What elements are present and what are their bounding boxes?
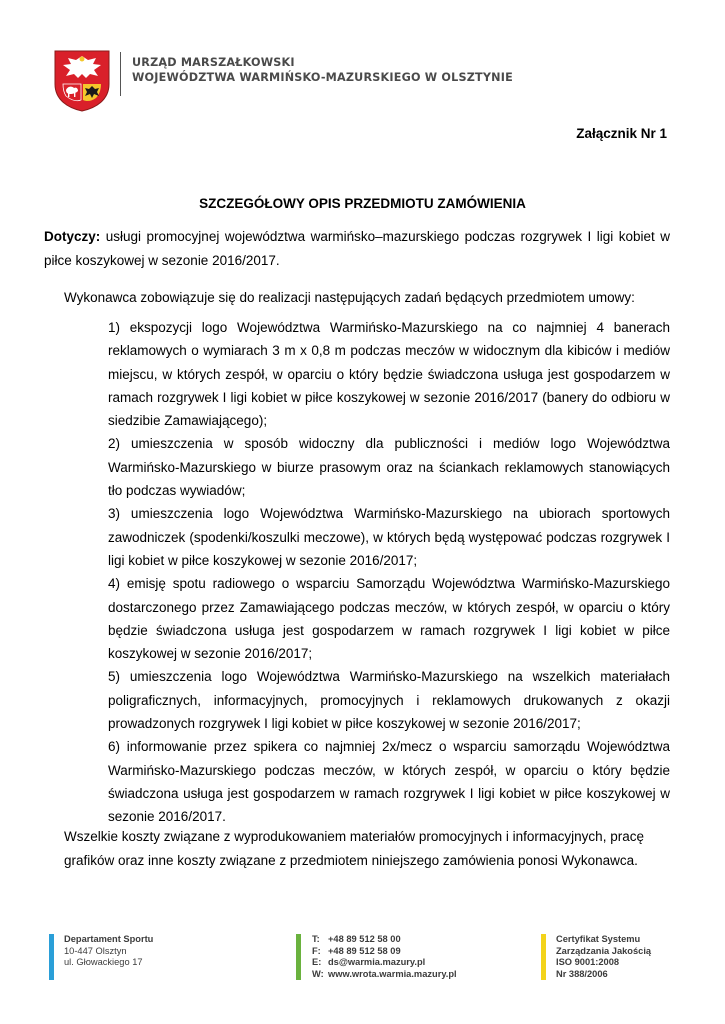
contact-website	[312, 969, 457, 981]
concerns-label: Dotyczy:	[44, 229, 101, 244]
letterhead	[54, 50, 654, 112]
certificate-line: Zarządzania Jakością	[556, 945, 652, 956]
footer-certificate	[556, 934, 651, 980]
contact-label: T:	[312, 934, 320, 944]
contact-website-link[interactable]: www.wrota.warmia.mazury.pl	[328, 968, 457, 979]
task-item: 6) informowanie przez spikera co najmniej 2x/mecz o wsparciu samorządu Województwa Warmińsko-Mazurskiego podczas meczów, w których zespół, w oparciu o który będzie świadczona usługa jest gospodarzem w ramach rozgrywek I ligi kobiet w piłce koszykowej w sezonie 2016/2017.	[108, 739, 670, 825]
task-item: 3) umieszczenia logo Województwa Warmińsko-Mazurskiego na ubiorach sportowych zawodniczek (spodenki/koszulki meczowe), w których będą występować podczas rozgrywek I ligi kobiet w piłce koszykowej w sezonie 2016/2017;	[108, 506, 670, 568]
closing-line: grafików oraz inne koszty związane z przedmiotem niniejszego zamówienia ponosi Wykonawca.	[64, 852, 638, 868]
task-item: 4) emisję spotu radiowego o wsparciu Samorządu Województwa Warmińsko-Mazurskiego dostarczonego przez Zamawiającego podczas meczów, w których zespół, w oparciu o który będzie świadczona usługa jest gospodarzem w ramach rozgrywek I ligi kobiet w piłce koszykowej w sezonie 2016/2017;	[108, 576, 670, 662]
task-item: 2) umieszczenia w sposób widoczny dla publiczności i mediów logo Województwa Warmińsko-Mazurskiego w biurze prasowym oraz na ściankach reklamowych stanowiących tło podczas wywiadów;	[108, 436, 670, 499]
document-title: SZCZEGÓŁOWY OPIS PRZEDMIOTU ZAMÓWIENIA	[199, 196, 526, 211]
certificate-line: ISO 9001:2008	[556, 957, 620, 968]
closing-line: Wszelkie koszty związane z wyprodukowaniem materiałów promocyjnych i informacyjnych, pracę	[64, 829, 644, 844]
footer-accent-bar-yellow	[541, 934, 546, 980]
footer-contact	[312, 934, 457, 980]
office-name-line2: WOJEWÓDZTWA WARMIŃSKO-MAZURSKIEGO W OLSZTYNIE	[132, 71, 513, 84]
contact-label: W:	[312, 968, 324, 979]
task-list	[108, 316, 670, 829]
certificate-line: Nr 388/2006	[556, 968, 608, 979]
task-item: 1) ekspozycji logo Województwa Warmińsko-Mazurskiego na co najmniej 4 banerach reklamowych o wymiarach 3 m x 0,8 m podczas meczów w widocznym dla kibiców i mediów miejscu, w których zespół, w oparciu o który będzie świadczona usługa jest gospodarzem w ramach rozgrywek I ligi kobiet w piłce koszykowej w sezonie 2016/2017 (banery do odbioru w siedzibie Zamawiającego);	[108, 320, 670, 429]
contact-email-link[interactable]: ds@warmia.mazury.pl	[328, 957, 426, 968]
coat-of-arms-icon	[54, 50, 110, 112]
office-name-line1: URZĄD MARSZAŁKOWSKI	[132, 56, 295, 69]
concerns-paragraph	[44, 225, 670, 272]
contact-phone	[312, 934, 457, 946]
footer-accent-bar-green	[296, 934, 301, 980]
footer-department	[64, 934, 153, 969]
department-street: ul. Głowackiego 17	[64, 957, 143, 968]
header-divider	[120, 52, 121, 96]
contact-label: F:	[312, 945, 321, 956]
footer-accent-bar-blue	[49, 934, 54, 980]
task-item: 5) umieszczenia logo Województwa Warmińsko-Mazurskiego na wszelkich materiałach poligraficznych, informacyjnych, promocyjnych i reklamowych drukowanych z okazji prowadzonych rozgrywek I ligi kobiet w piłce koszykowej w sezonie 2016/2017;	[108, 669, 670, 732]
concerns-text: usługi promocyjnej województwa warmińsko–mazurskiego podczas rozgrywek I ligi kobiet w piłce koszykowej w sezonie 2016/2017.	[44, 229, 670, 268]
contact-value: +48 89 512 58 00	[328, 934, 401, 944]
closing-paragraph	[64, 825, 670, 872]
certificate-line: Certyfikat Systemu	[556, 934, 641, 944]
annex-label: Załącznik Nr 1	[576, 126, 667, 141]
contact-fax	[312, 946, 457, 958]
contact-value: +48 89 512 58 09	[328, 945, 401, 956]
intro-paragraph: Wykonawca zobowiązuje się do realizacji następujących zadań będących przedmiotem umowy:	[64, 290, 635, 305]
contact-email	[312, 957, 457, 969]
department-postal: 10-447 Olsztyn	[64, 945, 127, 956]
contact-label: E:	[312, 957, 322, 968]
department-name: Departament Sportu	[64, 934, 154, 944]
